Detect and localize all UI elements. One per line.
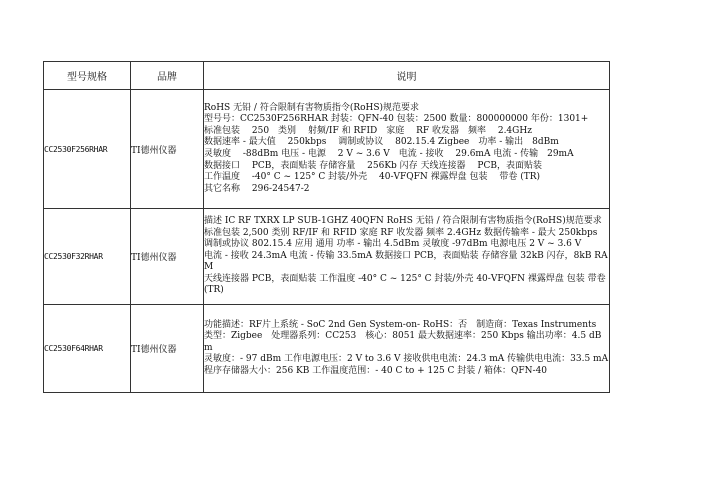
description-line: 电流 - 接收 24.3mA 电流 - 传输 33.5mA 数据接口 PCB，表面贴装 存储容量 32kB 闪存，8kB RAM [204,250,608,273]
description-line: 其它名称 296-24547-2 [204,183,310,194]
brand-cell: TI德州仪器 [131,305,204,393]
table-row [44,90,610,209]
description-cell [204,90,610,209]
header-description: 说明 [204,62,610,90]
description-line: 工作温度 -40° C ~ 125° C 封装/外壳 40-VFQFN 裸露焊盘 包装 带卷 (TR) [204,172,541,183]
description-line: 灵敏度 -88dBm 电压 - 电源 2 V ~ 3.6 V 电流 - 接收 29.6mA 电流 - 传输 29mA [204,149,574,159]
model-cell: CC2530F256RHAR [44,90,131,209]
model-cell: CC2530F32RHAR [44,209,131,305]
description-line: 描述 IC RF TXRX LP SUB-1GHZ 40QFN RoHS 无铅 / 符合限制有害物质指令(RoHS)规范要求 [204,215,602,226]
model-cell: CC2530F64RHAR [44,305,131,393]
description-line: 灵敏度：- 97 dBm 工作电源电压：2 V to 3.6 V 接收供电电流：24.3 mA 传输供电电流：33.5 mA [204,354,609,365]
description-line: 标准包装 2,500 类别 RF/IF 和 RFID 家庭 RF 收发器 频率 2.4GHz 数据传输率 - 最大 250kbps [204,227,598,238]
description-line: 天线连接器 PCB，表面贴装 工作温度 -40° C ~ 125° C 封装/外壳 40-VFQFN 裸露焊盘 包装 带卷 (TR) [204,273,606,296]
header-brand: 品牌 [131,62,204,90]
brand-cell: TI德州仪器 [131,209,204,305]
description-line: 程序存储器大小：256 KB 工作温度范围：- 40 C to + 125 C 封装 / 箱体：QFN-40 [204,365,548,376]
description-line: 功能描述：RF片上系统 - SoC 2nd Gen System-on- RoHS：否 制造商：Texas Instruments [204,319,597,330]
description-line: 类型：Zigbee 处理器系列：CC253 核心：8051 最大数据速率：250 Kbps 输出功率：4.5 dBm [204,331,602,353]
description-cell [204,305,610,393]
table-row [44,209,610,305]
description-line: 调制或协议 802.15.4 应用 通用 功率 - 输出 4.5dBm 灵敏度 -97dBm 电源电压 2 V ~ 3.6 V [204,239,582,250]
brand-cell: TI德州仪器 [131,90,204,209]
description-line: 型号号：CC2530F256RHAR 封装：QFN-40 包装：2500 数量：800000000 年份：1301+ [204,114,589,125]
description-line: 数据速率 - 最大值 250kbps 调制或协议 802.15.4 Zigbee 功率 - 输出 8dBm [204,137,559,148]
table-header-row [44,62,610,90]
product-spec-table [43,61,610,393]
description-line: 数据接口 PCB，表面贴装 存储容量 256Kb 闪存 天线连接器 PCB，表面贴装 [204,160,542,171]
description-line: RoHS 无铅 / 符合限制有害物质指令(RoHS)规范要求 [204,102,420,113]
description-line: 标准包装 250 类别 射频/IF 和 RFID 家庭 RF 收发器 频率 2.4GHz [204,125,532,136]
header-model: 型号规格 [44,62,131,90]
table-row [44,305,610,393]
description-cell [204,209,610,305]
